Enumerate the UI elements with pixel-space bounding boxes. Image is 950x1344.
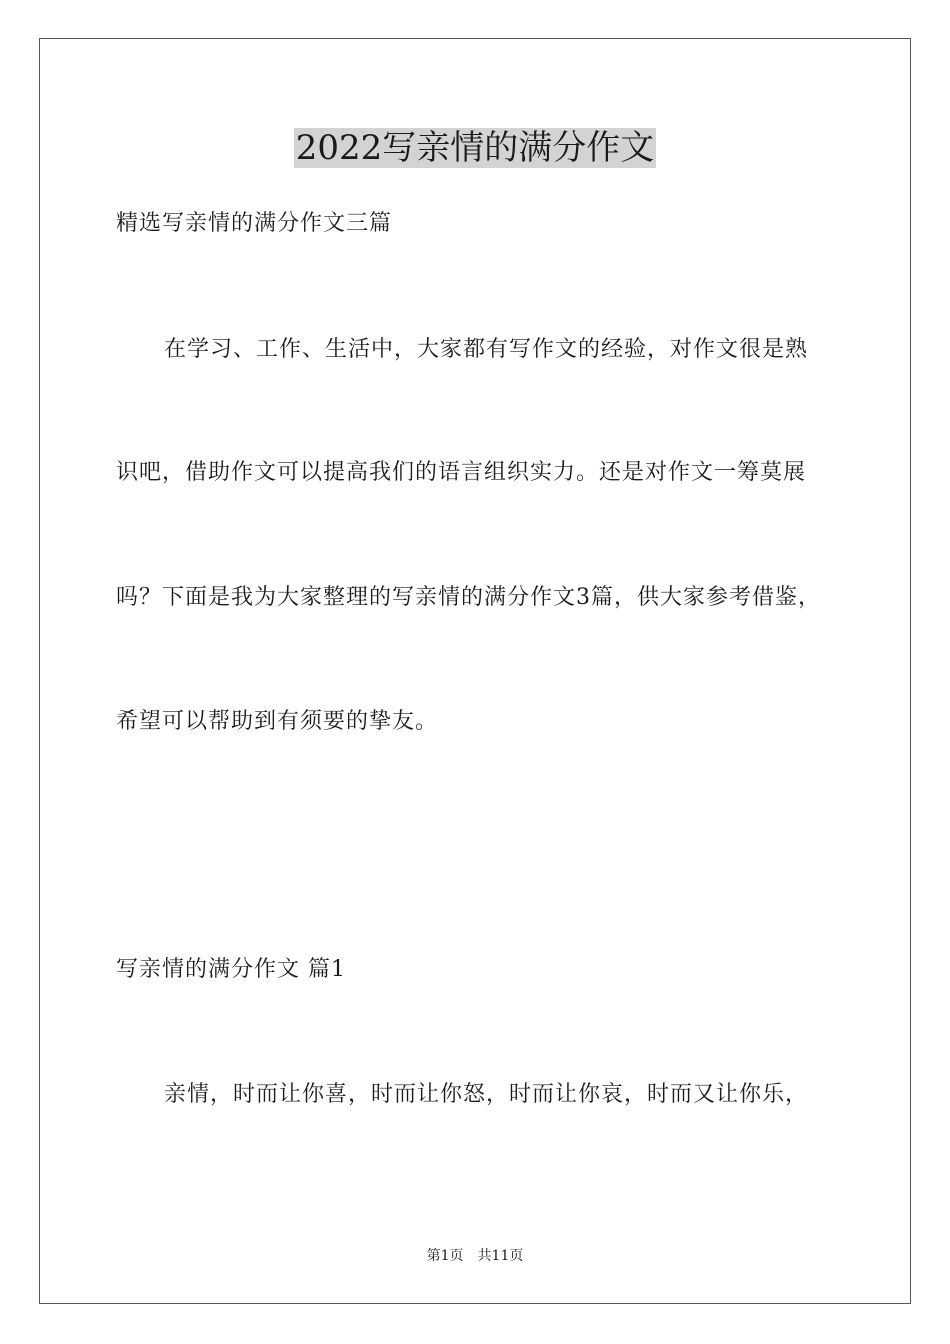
- page-number: 第1页: [426, 1248, 464, 1264]
- page-footer: [0, 1246, 950, 1266]
- document-title-text: 2022写亲情的满分作文: [295, 128, 655, 168]
- intro-line-3: 吗？下面是我为大家整理的写亲情的满分作文3篇，供大家参考借鉴，: [116, 585, 821, 610]
- intro-line-4: 希望可以帮助到有须要的挚友。: [116, 709, 439, 734]
- intro-line-1: 在学习、工作、生活中，大家都有写作文的经验，对作文很是熟: [164, 337, 809, 362]
- document-title: [0, 126, 950, 170]
- document-subtitle: 精选写亲情的满分作文三篇: [116, 211, 393, 236]
- intro-line-2: 识吧，借助作文可以提高我们的语言组织实力。还是对作文一筹莫展: [116, 460, 807, 485]
- section-heading: 写亲情的满分作文 篇1: [116, 957, 346, 982]
- page-total: 共11页: [477, 1248, 524, 1264]
- section-line-1: 亲情，时而让你喜，时而让你怒，时而让你哀，时而又让你乐，: [164, 1082, 809, 1107]
